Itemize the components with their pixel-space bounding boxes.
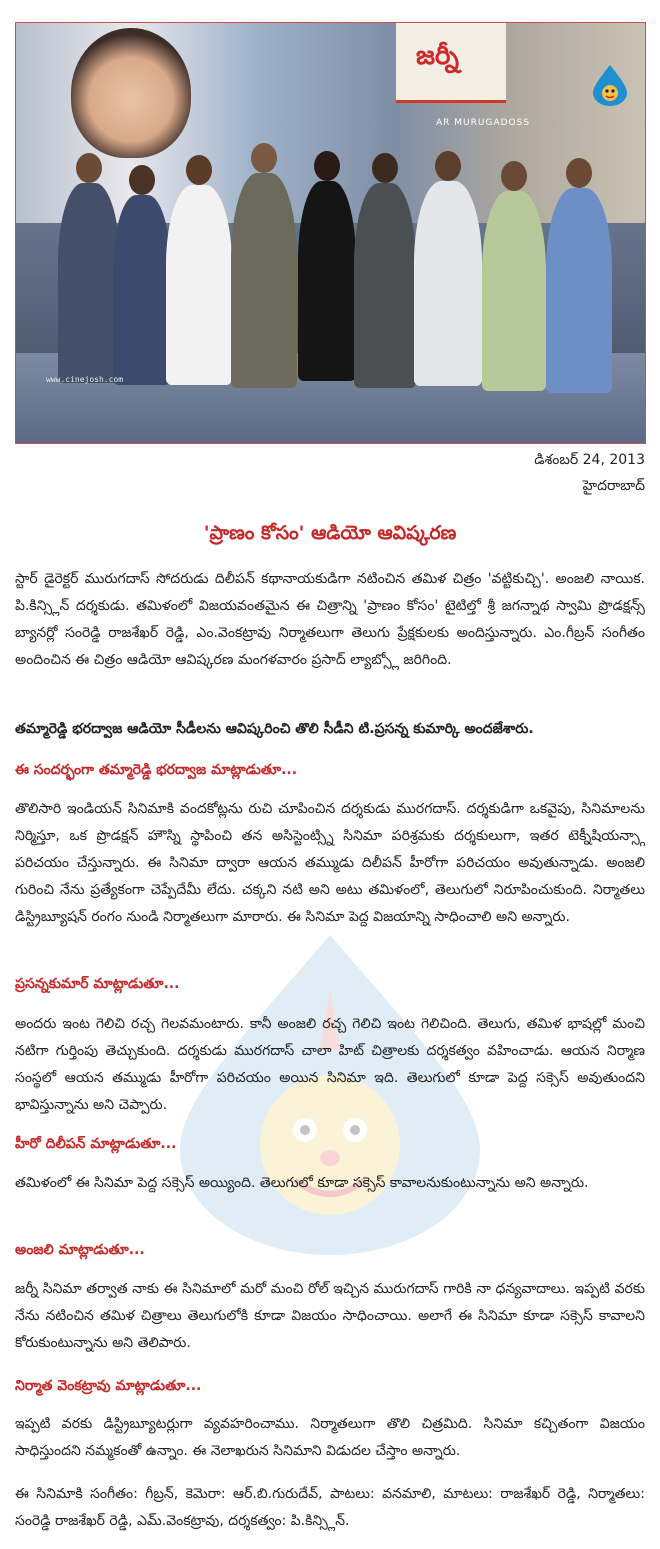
speech-paragraph: అందరు ఇంట గెలిచి రచ్చ గెలవమంటారు. కానీ అంజలి రచ్చ గెలిచి ఇంట గెలిచింది. తెలుగు, తమిళ భాషల్లో మంచి నటిగా గుర్తింపు తెచ్చుకుంది. దర్శకుడు మురగదాస్ చాలా హిట్ చిత్రాలకు దర్శకత్వం వహించాడు. ఆయన నిర్మాణ సంస్థలో ఆయన తమ్ముడు హీరోగా పరిచయం అయిన సినిమా ఇది. తెలుగులో కూడా పెద్ద సక్సెస్ అవుతుందని భావిస్తున్నాను అని చెప్పారు. bbox=[15, 1016, 645, 1113]
poster-title: జర్నీ bbox=[416, 41, 459, 71]
guest-figure bbox=[298, 181, 356, 381]
guest-figure bbox=[231, 173, 297, 388]
speaker-heading: హీరో దిలీపన్ మాట్లాడుతూ... bbox=[15, 1136, 177, 1152]
guest-figure bbox=[482, 191, 546, 391]
article-date: డిశంబర్ 24, 2013 bbox=[534, 452, 645, 468]
production-logo: AR MURUGADOSS bbox=[436, 118, 531, 128]
speech-paragraph: తమిళంలో ఈ సినిమా పెద్ద సక్సెస్ అయ్యింది. తెలుగులో కూడా సక్సెస్ కావాలనుకుంటున్నాను అని అన్నారు. bbox=[15, 1175, 589, 1191]
speech-paragraph: ఇప్పటి వరకు డిస్ట్రిబ్యూటర్లుగా వ్యవహరించాము. నిర్మాతలుగా తొలి చిత్రమిది. సినిమా కచ్చితంగా విజయం సాధిస్తుందని నమ్మకంతో ఉన్నాం. ఈ నెలాఖరున సినిమాని విడుదల చేస్తాం అన్నారు. bbox=[15, 1416, 645, 1459]
guest-figure bbox=[58, 183, 120, 383]
guest-figure bbox=[113, 195, 171, 385]
speech-paragraph: తొలిసారి ఇండియన్ సినిమాకి వందకోట్లను రుచి చూపించిన దర్శకుడు మురగదాస్. దర్శకుడిగా ఒకవైపు, సినిమాలను నిర్మిస్తూ, ఒక ప్రొడక్షన్ హౌస్ని స్థాపించి తన అసిస్టెంట్స్ని సినిమా పరిశ్రమకు దర్శకులుగా, ఇతర టెక్నీషియన్స్గా పరిచయం చేస్తున్నారు. ఈ సినిమా ద్వారా ఆయన తమ్ముడు దిలీపన్ హీరోగా పరిచయం అవుతున్నాడు. అంజలి గురించి నేను ప్రత్యేకంగా చెప్పేదేమీ లేదు. చక్కని నటి అని అటు తమిళంలో, తెలుగులో నిరూపించుకుంది. నిర్మాతలు డిస్ట్రిబ్యూషన్ రంగం నుండి నిర్మాతలుగా మారారు. ఈ సినిమా పెద్ద విజయాన్ని సాధించాలి అని అన్నారు. bbox=[15, 801, 645, 925]
event-photo bbox=[15, 22, 646, 444]
speaker-heading: ప్రసన్నకుమార్ మాట్లాడుతూ... bbox=[15, 976, 180, 992]
site-logo-icon bbox=[591, 63, 629, 107]
speaker-heading: ఈ సందర్భంగా తమ్మారెడ్డి భరద్వాజ మాట్లాడుతూ... bbox=[15, 762, 298, 778]
speaker-heading: అంజలి మాట్లాడుతూ... bbox=[15, 1242, 145, 1258]
guest-figure bbox=[354, 183, 416, 388]
poster-face bbox=[71, 28, 191, 158]
speech-paragraph: జర్నీ సినిమా తర్వాత నాకు ఈ సినిమాలో మరో మంచి రోల్ ఇచ్చిన మురుగదాస్ గారికి నా ధన్యవాదాలు. ఇప్పటి వరకు నేను నటించిన తమిళ చిత్రాలు తెలుగులోకి కూడా విజయం సాధించాయి. అలాగే ఈ సినిమా కూడా సక్సెస్ కావాలని కోరుకుంటున్నాను అని తెలిపారు. bbox=[15, 1281, 645, 1351]
release-line: తమ్మారెడ్డి భరద్వాజ ఆడియో సీడీలను ఆవిష్కరించి తొలి సీడీని టి.ప్రసన్న కుమార్కి అందజేశారు. bbox=[15, 721, 534, 737]
guest-figure bbox=[166, 185, 232, 385]
article-headline: 'ప్రాణం కోసం' ఆడియో ఆవిష్కరణ bbox=[203, 522, 457, 544]
article-location: హైదరాబాద్ bbox=[582, 478, 645, 494]
speaker-heading: నిర్మాత వెంకట్రావు మాట్లాడుతూ... bbox=[15, 1378, 202, 1394]
photo-watermark: www.cinejosh.com bbox=[46, 375, 124, 384]
article-intro: స్టార్ డైరెక్టర్ మురుగదాస్ సోదరుడు దిలీపన్ కథానాయకుడిగా నటించిన తమిళ చిత్రం 'వట్టికుచ్చి'. అంజలి నాయిక. పి.కిన్స్లిన్ దర్శకుడు. తమిళంలో విజయవంతమైన ఈ చిత్రాన్ని 'ప్రాణం కోసం' టైటిల్తో శ్రీ జగన్నాథ స్వామి ప్రొడక్షన్స్ బ్యానర్లో సంరెడ్డి రాజశేఖర్ రెడ్డి, ఎం.వెంకట్రావు నిర్మాతలుగా తెలుగు ప్రేక్షకులకు అందిస్తున్నారు. ఎం.గీబ్రన్ సంగీతం అందించిన ఈ చిత్రం ఆడియో ఆవిష్కరణ మంగళవారం ప్రసాద్ ల్యాబ్స్లో జరిగింది. bbox=[15, 571, 645, 668]
credits-paragraph: ఈ సినిమాకి సంగీతం: గీబ్రన్, కెమెరా: ఆర్.బి.గురుదేవ్, పాటలు: వనమాలి, మాటలు: రాజశేఖర్ రెడ్డి, నిర్మాతలు: సంరెడ్డి రాజశేఖర్ రెడ్డి, ఎమ్.వెంకట్రావు, దర్శకత్వం: పి.కిన్స్లిన్. bbox=[15, 1486, 645, 1529]
guest-figure bbox=[546, 188, 612, 393]
guest-figure bbox=[414, 181, 482, 386]
